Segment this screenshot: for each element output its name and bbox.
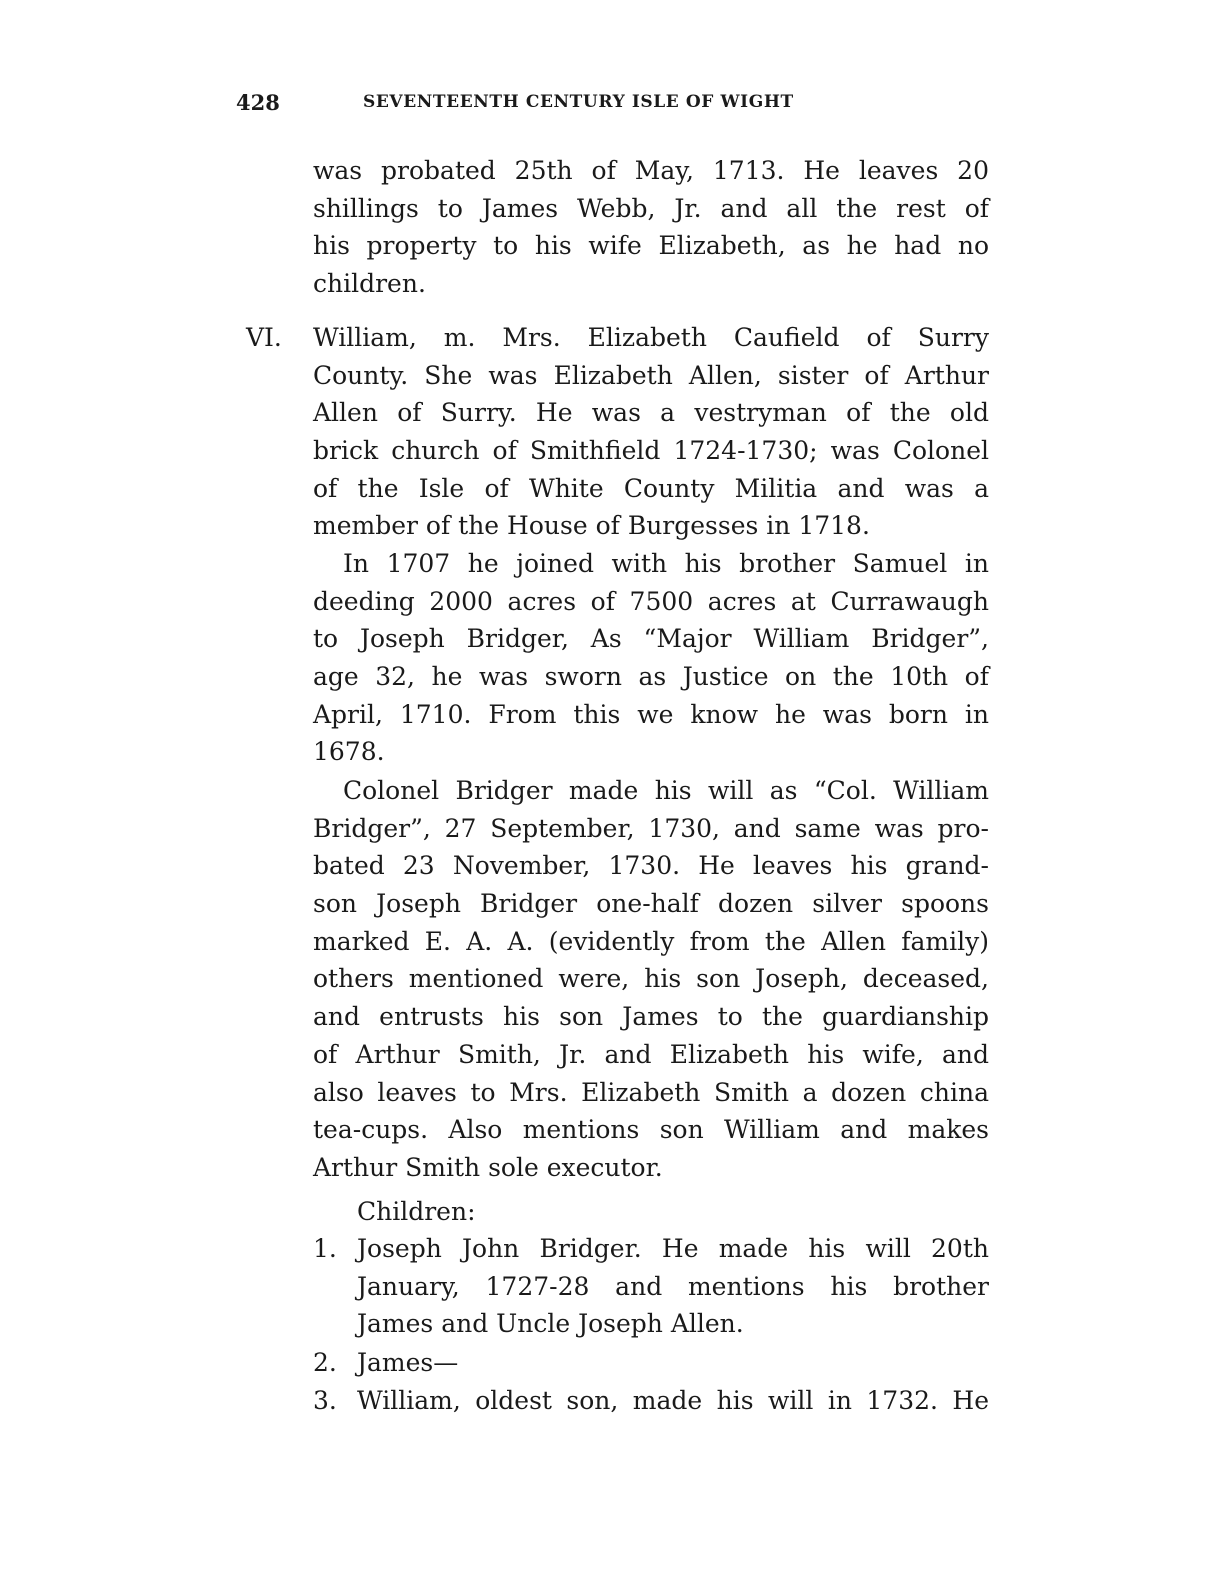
text-line: brick church of Smithfield 1724-1730; was Colonel xyxy=(313,436,989,466)
text-line: James and Uncle Joseph Allen. xyxy=(357,1309,744,1339)
text-line: age 32, he was sworn as Justice on the 10th of xyxy=(313,662,989,692)
text-line: bated 23 November, 1730. He leaves his grand- xyxy=(313,851,989,881)
list-number: 1. xyxy=(313,1234,337,1263)
continuation-paragraph xyxy=(313,152,989,303)
text-line: County. She was Elizabeth Allen, sister of Arthur xyxy=(313,360,989,390)
text-line: April, 1710. From this we know he was born in xyxy=(313,699,989,729)
text-line: Bridger”, 27 September, 1730, and same was pro- xyxy=(313,813,989,843)
list-number: 3. xyxy=(313,1386,337,1415)
running-header xyxy=(236,90,990,120)
text-line: others mentioned were, his son Joseph, deceased, xyxy=(313,964,989,994)
list-number: 2. xyxy=(313,1348,337,1377)
text-line: Colonel Bridger made his will as “Col. William xyxy=(343,776,989,805)
text-line: James— xyxy=(357,1348,459,1377)
section-marker: VI. xyxy=(246,323,282,352)
text-line: shillings to James Webb, Jr. and all the rest of xyxy=(313,193,989,223)
section-vi-paragraph-2 xyxy=(313,545,989,771)
children-heading: Children: xyxy=(357,1197,476,1226)
text-line: of the Isle of White County Militia and was a xyxy=(313,473,989,503)
text-line: his property to his wife Elizabeth, as he had no xyxy=(313,231,989,261)
text-line: tea-cups. Also mentions son William and makes xyxy=(313,1115,989,1145)
text-line: member of the House of Burgesses in 1718. xyxy=(313,511,870,541)
text-line: children. xyxy=(313,269,426,299)
page-number: 428 xyxy=(236,90,280,115)
text-line: 1678. xyxy=(313,737,385,767)
text-line: Allen of Surry. He was a vestryman of the old xyxy=(313,398,989,428)
text-line: and entrusts his son James to the guardianship xyxy=(313,1002,989,1032)
text-line: marked E. A. A. (evidently from the Allen family) xyxy=(313,926,989,956)
section-vi-paragraph-1 xyxy=(313,319,989,545)
running-title: SEVENTEENTH CENTURY ISLE OF WIGHT xyxy=(363,92,794,112)
text-line: William, oldest son, made his will in 1732. He xyxy=(357,1386,989,1415)
list-item-text xyxy=(357,1230,989,1343)
text-line: was probated 25th of May, 1713. He leaves 20 xyxy=(313,156,989,185)
text-line: to Joseph Bridger, As “Major William Bridger”, xyxy=(313,624,989,654)
text-line: also leaves to Mrs. Elizabeth Smith a dozen china xyxy=(313,1077,989,1107)
text-line: of Arthur Smith, Jr. and Elizabeth his wife, and xyxy=(313,1039,989,1069)
text-line: In 1707 he joined with his brother Samuel in xyxy=(343,549,989,578)
text-line: deeding 2000 acres of 7500 acres at Currawaugh xyxy=(313,586,989,616)
section-vi-paragraph-3 xyxy=(313,772,989,1187)
text-line: Arthur Smith sole executor. xyxy=(313,1152,663,1182)
text-line: William, m. Mrs. Elizabeth Caufield of Surry xyxy=(313,323,989,352)
list-item-text xyxy=(357,1344,989,1382)
list-item-text xyxy=(357,1382,989,1420)
text-line: January, 1727-28 and mentions his brother xyxy=(357,1271,989,1301)
text-line: Joseph John Bridger. He made his will 20th xyxy=(357,1234,989,1263)
text-line: son Joseph Bridger one-half dozen silver spoons xyxy=(313,889,989,919)
